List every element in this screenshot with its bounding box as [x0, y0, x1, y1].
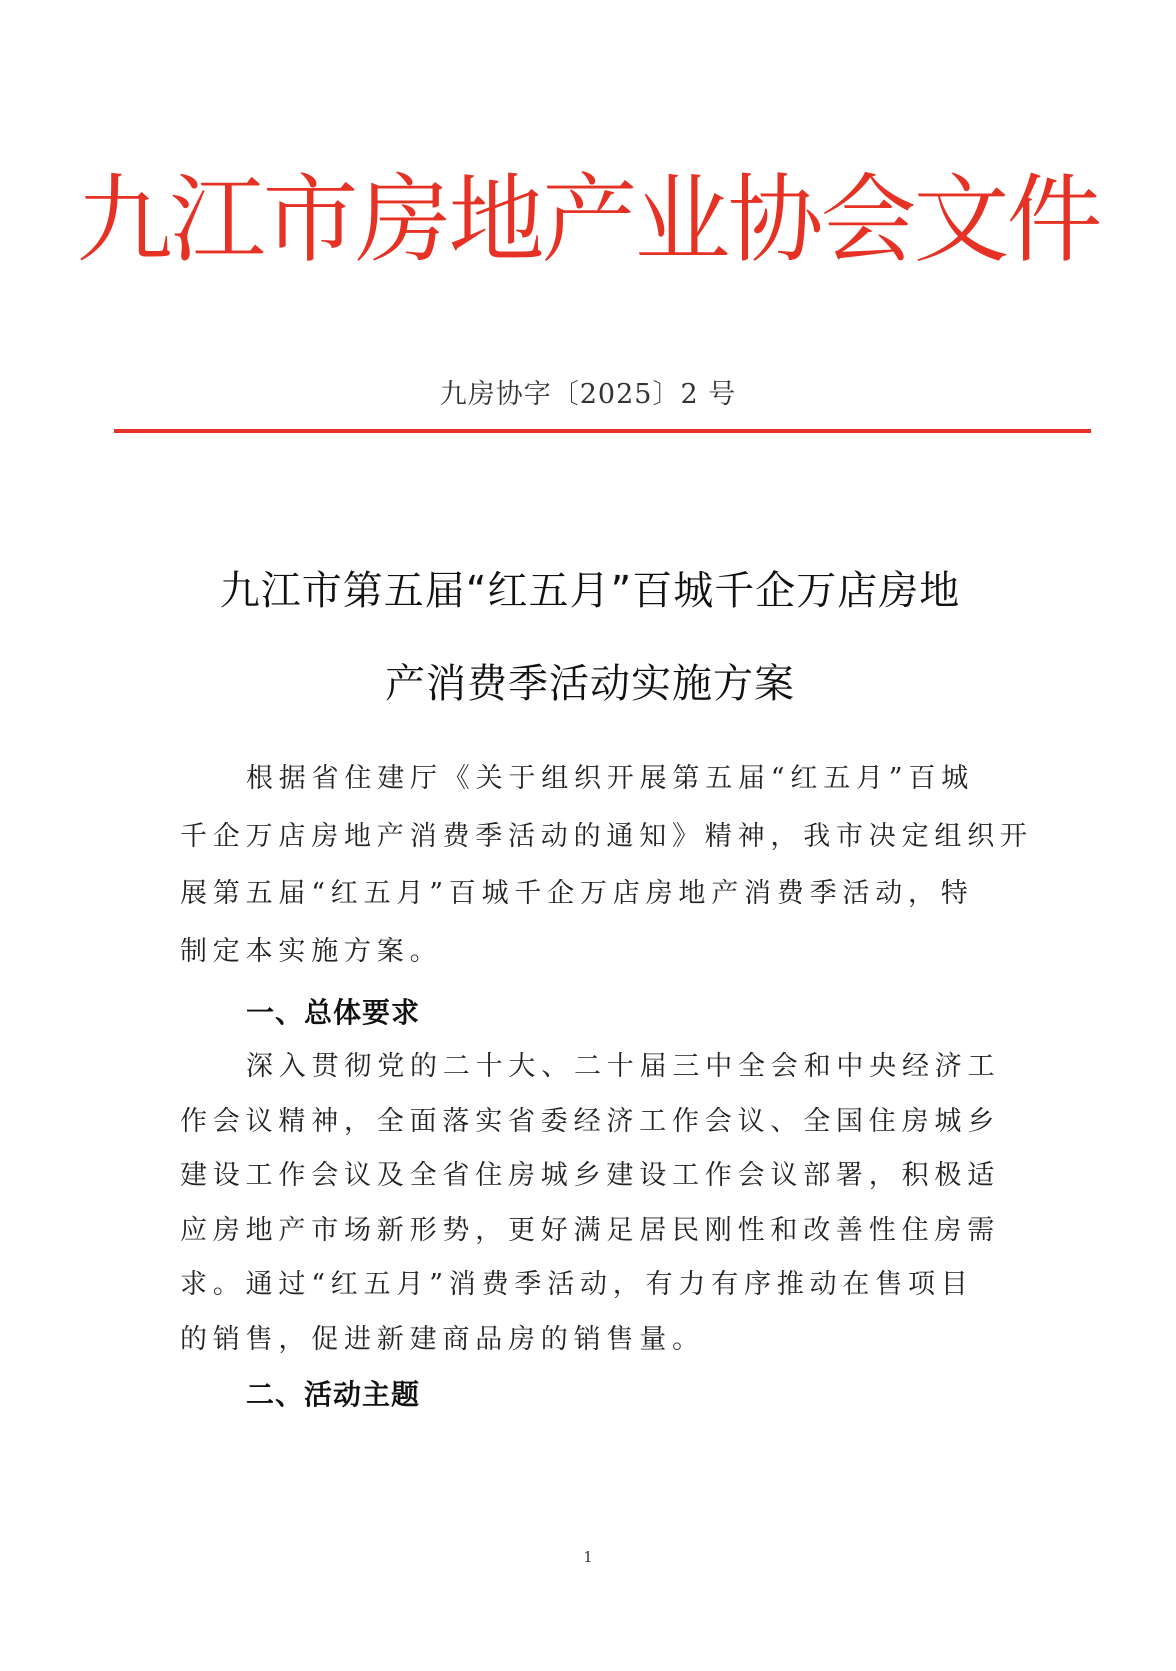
- document-title-line-2: 产消费季活动实施方案: [385, 661, 795, 707]
- section-2-heading: 二、活动主题: [246, 1378, 421, 1411]
- masthead-title: 九江市房地产业协会文件: [76, 164, 1100, 276]
- intro-line-2: 千企万店房地产消费季活动的通知》精神，我市决定组织开: [180, 821, 1033, 852]
- document-number: 九房协字〔2025〕2 号: [439, 379, 737, 410]
- document-title-line-1: 九江市第五届“红五月”百城千企万店房地: [219, 568, 961, 614]
- section-1-heading: 一、总体要求: [246, 996, 421, 1029]
- page-number: 1: [583, 1548, 593, 1566]
- section-1-line-6: 的销售，促进新建商品房的销售量。: [180, 1324, 705, 1355]
- section-1-line-4: 应房地产市场新形势，更好满足居民刚性和改善性住房需: [180, 1215, 1000, 1246]
- intro-line-3: 展第五届“红五月”百城千企万店房地产消费季活动，特: [180, 878, 974, 909]
- section-1-line-1: 深入贯彻党的二十大、二十届三中全会和中央经济工: [246, 1051, 1001, 1082]
- section-1-line-3: 建设工作会议及全省住房城乡建设工作会议部署，积极适: [180, 1160, 1000, 1191]
- section-1-line-2: 作会议精神，全面落实省委经济工作会议、全国住房城乡: [180, 1106, 1000, 1137]
- section-1-line-5: 求。通过“红五月”消费季活动，有力有序推动在售项目: [180, 1269, 974, 1300]
- intro-line-1: 根据省住建厅《关于组织开展第五届“红五月”百城: [246, 763, 975, 794]
- intro-line-4: 制定本实施方案。: [180, 936, 443, 967]
- red-separator-line: [114, 429, 1091, 433]
